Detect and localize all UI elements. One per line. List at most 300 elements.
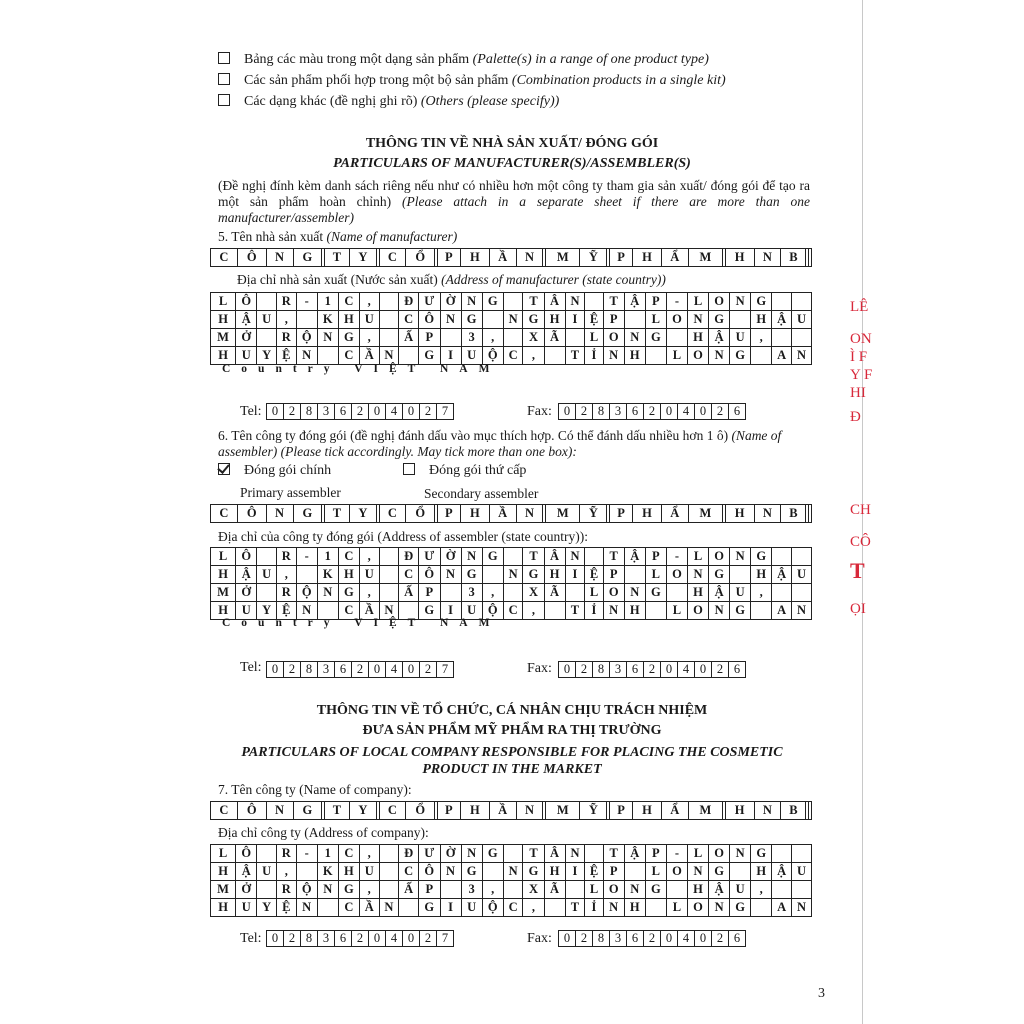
address-cell: N	[379, 347, 399, 365]
name-cell: H	[460, 802, 489, 820]
address-cell: 1	[317, 548, 338, 566]
q6-label: 6. Tên công ty đóng gói (đề nghị đánh dấu vào mục thích hợp. Có thể đánh dấu nhiều hơn 1 ô) (Name of assembler) (Please tick accordingly. May tick more than one box):	[218, 428, 782, 459]
address-cell: Ộ	[296, 329, 317, 347]
address-cell	[730, 311, 751, 329]
fax-digit-cell: 0	[559, 662, 576, 678]
address-cell: P	[603, 311, 624, 329]
address-cell	[399, 347, 419, 365]
manufacturer-address-label: Địa chỉ nhà sản xuất (Nước sản xuất) (Address of manufacturer (state country))	[237, 272, 666, 287]
fax-label: Fax:	[527, 404, 552, 419]
address-cell: I	[565, 566, 585, 584]
address-cell	[317, 899, 338, 917]
address-cell: Ã	[544, 329, 565, 347]
address-cell: ,	[359, 293, 379, 311]
address-cell: C	[399, 566, 419, 584]
address-cell: P	[645, 293, 666, 311]
address-cell: U	[791, 311, 811, 329]
name-cell: T	[324, 802, 349, 820]
address-cell: Ở	[236, 584, 257, 602]
address-cell	[503, 329, 523, 347]
tel-digit-cell: 8	[301, 662, 318, 678]
address-cell: Ệ	[585, 566, 603, 584]
address-cell: N	[730, 548, 751, 566]
address-cell: N	[461, 293, 482, 311]
name-cell: Ỹ	[580, 802, 607, 820]
fax-digit-cell: 3	[610, 404, 627, 420]
address-cell: C	[338, 845, 359, 863]
address-cell: N	[603, 347, 624, 365]
address-cell: ,	[482, 881, 503, 899]
stamp-glyph: Ì F	[850, 349, 868, 365]
address-cell: Ầ	[359, 899, 379, 917]
address-cell: Ậ	[624, 845, 645, 863]
address-cell	[482, 863, 503, 881]
name-cell: G	[293, 249, 322, 267]
name-cell: Ẩ	[661, 505, 688, 523]
address-cell: U	[791, 863, 811, 881]
tel-digit-cell: 0	[403, 662, 420, 678]
address-cell: N	[709, 347, 730, 365]
address-cell	[544, 602, 565, 620]
name-cell: Ô	[237, 249, 266, 267]
stamp-glyph: HI	[850, 385, 866, 401]
tel-digit-cell: 6	[335, 662, 352, 678]
assembler-address-grid	[210, 547, 812, 620]
address-cell: L	[687, 293, 708, 311]
fax-digit-cell: 8	[593, 404, 610, 420]
address-cell: U	[730, 881, 751, 899]
fax-digit-cell: 3	[610, 662, 627, 678]
address-cell: G	[419, 347, 441, 365]
address-cell: L	[585, 329, 603, 347]
address-cell: ,	[523, 899, 544, 917]
address-cell: N	[379, 602, 399, 620]
assembler-name-grid	[210, 504, 812, 523]
address-cell: ,	[482, 584, 503, 602]
address-cell: G	[645, 881, 666, 899]
address-cell: -	[666, 293, 687, 311]
address-cell: R	[276, 584, 296, 602]
address-cell: ,	[482, 329, 503, 347]
address-cell: -	[666, 845, 687, 863]
tel-digit-cell: 0	[369, 662, 386, 678]
address-cell: T	[603, 293, 624, 311]
address-cell: U	[730, 329, 751, 347]
address-cell: U	[461, 347, 482, 365]
checkbox-others[interactable]: Các dạng khác (đề nghị ghi rõ) (Others (please specify))	[218, 94, 559, 110]
secondary-assembler-en: Secondary assembler	[424, 486, 539, 501]
name-cell: C	[379, 249, 406, 267]
address-cell: N	[440, 566, 461, 584]
address-cell: Ỉ	[585, 602, 603, 620]
stamp-glyph: CÔ	[850, 534, 871, 550]
tel-digit-cell: 0	[267, 662, 284, 678]
name-cell	[809, 505, 812, 523]
name-cell: T	[324, 249, 349, 267]
name-cell: Ầ	[489, 249, 516, 267]
address-cell	[565, 881, 585, 899]
fax-digit-cell: 0	[661, 404, 678, 420]
address-cell: C	[503, 602, 523, 620]
address-cell	[645, 347, 666, 365]
fax-digit-cell: 0	[695, 662, 712, 678]
address-cell: G	[751, 293, 772, 311]
fax-digit-cell: 8	[593, 662, 610, 678]
tel-digit-cell: 2	[352, 662, 369, 678]
tel-digit-cell: 0	[403, 931, 420, 947]
address-cell: C	[338, 548, 359, 566]
address-cell: U	[359, 566, 379, 584]
address-cell	[645, 602, 666, 620]
checkbox-box[interactable]	[218, 52, 230, 64]
fax-digit-cell: 2	[644, 404, 661, 420]
address-cell: M	[211, 329, 236, 347]
name-cell: Ổ	[406, 505, 435, 523]
address-cell: Ậ	[772, 863, 792, 881]
address-cell: N	[317, 329, 338, 347]
address-cell	[379, 329, 399, 347]
country-line: Country VIỆT NAM	[222, 617, 501, 629]
address-cell: Ấ	[399, 329, 419, 347]
address-cell: N	[440, 311, 461, 329]
name-cell: M	[546, 249, 580, 267]
name-cell: Ẩ	[661, 802, 688, 820]
address-cell	[440, 881, 461, 899]
address-cell: H	[338, 566, 359, 584]
address-cell: L	[585, 584, 603, 602]
assembler-tel-grid	[266, 661, 454, 678]
name-cell: C	[211, 802, 238, 820]
address-cell	[503, 584, 523, 602]
address-cell: G	[482, 293, 503, 311]
address-cell: Ư	[419, 548, 441, 566]
address-cell: Ở	[236, 881, 257, 899]
address-cell: N	[440, 863, 461, 881]
name-cell: H	[725, 249, 754, 267]
address-cell: O	[603, 329, 624, 347]
tel-digit-cell: 2	[284, 662, 301, 678]
address-cell: Ỉ	[585, 899, 603, 917]
address-cell	[666, 881, 687, 899]
tel-digit-cell: 7	[437, 931, 454, 947]
section-title-manufacturer: THÔNG TIN VỀ NHÀ SẢN XUẤT/ ĐÓNG GÓI	[365, 136, 659, 151]
address-cell: L	[585, 881, 603, 899]
address-cell	[379, 863, 399, 881]
address-cell: T	[565, 602, 585, 620]
tel-digit-cell: 7	[437, 404, 454, 420]
name-cell	[809, 802, 812, 820]
fax-digit-cell: 4	[678, 662, 695, 678]
address-cell: G	[419, 602, 441, 620]
stamp-glyph: ON	[850, 331, 872, 347]
address-cell: M	[211, 584, 236, 602]
address-cell	[399, 899, 419, 917]
address-cell: Đ	[399, 845, 419, 863]
address-cell: Â	[544, 293, 565, 311]
address-cell: N	[730, 293, 751, 311]
address-cell: G	[730, 602, 751, 620]
country-line: Country VIỆT NAM	[222, 363, 501, 375]
address-cell: X	[523, 881, 544, 899]
company-fax-grid	[558, 930, 746, 947]
address-cell: O	[666, 863, 687, 881]
address-cell: N	[296, 899, 317, 917]
fax-digit-cell: 2	[576, 931, 593, 947]
address-cell: ,	[276, 311, 296, 329]
address-cell: I	[440, 602, 461, 620]
address-cell: N	[709, 602, 730, 620]
name-cell: P	[609, 505, 632, 523]
address-cell	[379, 584, 399, 602]
address-cell: G	[709, 863, 730, 881]
name-cell: N	[754, 505, 781, 523]
assembler-address-label: Địa chỉ của công ty đóng gói (Address of assembler (state country)):	[218, 529, 589, 544]
address-cell: ,	[359, 329, 379, 347]
tel-digit-cell: 0	[267, 931, 284, 947]
checkbox-box[interactable]	[218, 73, 230, 85]
address-cell: L	[666, 347, 687, 365]
address-cell: N	[624, 881, 645, 899]
address-cell: H	[687, 584, 708, 602]
address-cell: G	[461, 311, 482, 329]
address-cell	[751, 899, 772, 917]
checkbox-secondary-assembler[interactable]: Đóng gói thứ cấp	[403, 463, 526, 479]
address-cell: A	[772, 602, 792, 620]
fax-digit-cell: 8	[593, 931, 610, 947]
address-cell: O	[666, 566, 687, 584]
address-cell: N	[687, 863, 708, 881]
address-cell	[257, 845, 277, 863]
tel-digit-cell: 6	[335, 404, 352, 420]
address-cell: T	[603, 845, 624, 863]
address-cell: Ậ	[624, 548, 645, 566]
address-row	[211, 845, 812, 863]
address-cell: X	[523, 329, 544, 347]
name-cell: N	[754, 249, 781, 267]
address-cell: U	[359, 311, 379, 329]
address-cell	[379, 311, 399, 329]
address-cell: ,	[359, 548, 379, 566]
name-cell: Y	[349, 505, 376, 523]
address-cell: H	[211, 899, 236, 917]
fax-digit-cell: 6	[729, 404, 746, 420]
checkbox-box[interactable]	[403, 463, 415, 475]
tel-digit-cell: 2	[284, 404, 301, 420]
address-cell	[257, 293, 277, 311]
address-cell: L	[645, 566, 666, 584]
address-cell: C	[338, 347, 359, 365]
address-cell: G	[709, 311, 730, 329]
address-cell: H	[751, 566, 772, 584]
address-cell: C	[503, 899, 523, 917]
address-cell: N	[379, 899, 399, 917]
name-cell: M	[688, 802, 722, 820]
fax-digit-cell: 6	[627, 404, 644, 420]
fax-digit-cell: 0	[661, 662, 678, 678]
address-cell	[503, 845, 523, 863]
address-cell: I	[440, 899, 461, 917]
address-cell: U	[257, 566, 277, 584]
address-cell	[503, 881, 523, 899]
address-cell	[772, 329, 792, 347]
stamp-glyph: LÊ	[850, 299, 869, 315]
address-cell: G	[645, 329, 666, 347]
name-cell: C	[379, 802, 406, 820]
address-cell: Đ	[399, 293, 419, 311]
address-cell: U	[257, 311, 277, 329]
name-cell: M	[688, 505, 722, 523]
address-cell	[666, 329, 687, 347]
address-cell: L	[645, 311, 666, 329]
name-cell: N	[516, 802, 543, 820]
name-cell: P	[609, 802, 632, 820]
tel-digit-cell: 2	[284, 931, 301, 947]
address-cell: N	[624, 329, 645, 347]
name-cell: M	[546, 802, 580, 820]
address-cell: U	[461, 602, 482, 620]
address-cell: H	[624, 899, 645, 917]
fax-digit-cell: 0	[695, 404, 712, 420]
address-cell	[791, 329, 811, 347]
name-cell: P	[437, 802, 460, 820]
name-cell: H	[633, 802, 662, 820]
address-cell: N	[791, 347, 811, 365]
name-cell: G	[293, 802, 322, 820]
tel-digit-cell: 7	[437, 662, 454, 678]
address-cell: G	[645, 584, 666, 602]
manufacturer-fax-grid	[558, 403, 746, 420]
address-cell: Ờ	[440, 845, 461, 863]
address-cell: P	[645, 548, 666, 566]
primary-assembler-en: Primary assembler	[240, 485, 341, 500]
fax-digit-cell: 2	[644, 931, 661, 947]
address-cell: O	[709, 293, 730, 311]
address-cell: L	[645, 863, 666, 881]
name-cell: N	[516, 505, 543, 523]
name-cell: N	[266, 802, 293, 820]
address-cell: ,	[751, 881, 772, 899]
address-cell: Ờ	[440, 548, 461, 566]
fax-digit-cell: 2	[712, 662, 729, 678]
address-cell: ,	[359, 845, 379, 863]
address-cell: L	[666, 602, 687, 620]
address-row	[211, 347, 812, 365]
address-cell: G	[751, 548, 772, 566]
fax-digit-cell: 0	[559, 931, 576, 947]
stamp-glyph: Y F	[850, 367, 873, 383]
address-cell	[565, 584, 585, 602]
address-cell	[791, 881, 811, 899]
address-cell: K	[317, 566, 338, 584]
address-cell: G	[461, 566, 482, 584]
address-cell: G	[461, 863, 482, 881]
section-title-local-company: THÔNG TIN VỀ TỔ CHỨC, CÁ NHÂN CHỊU TRÁCH NHIỆM	[316, 703, 708, 718]
address-cell: Ã	[544, 881, 565, 899]
name-cell: B	[781, 249, 806, 267]
address-cell: G	[709, 566, 730, 584]
address-cell: H	[338, 863, 359, 881]
tel-label: Tel:	[240, 931, 262, 946]
stamp-glyph: Đ	[850, 409, 861, 425]
name-cell: Ầ	[489, 505, 516, 523]
address-cell: R	[276, 845, 296, 863]
tel-label: Tel:	[240, 404, 262, 419]
checkbox-palette[interactable]: Bảng các màu trong một dạng sản phẩm (Palette(s) in a range of one product type)	[218, 52, 709, 68]
address-cell: G	[523, 566, 544, 584]
address-cell	[257, 329, 277, 347]
address-cell: N	[624, 584, 645, 602]
address-cell: N	[296, 602, 317, 620]
address-cell: Ệ	[585, 311, 603, 329]
address-cell: Â	[544, 845, 565, 863]
address-cell	[379, 845, 399, 863]
tel-digit-cell: 4	[386, 662, 403, 678]
address-cell: K	[317, 863, 338, 881]
fax-digit-cell: 6	[627, 931, 644, 947]
address-cell: Y	[257, 602, 277, 620]
address-cell	[585, 293, 603, 311]
address-cell	[379, 881, 399, 899]
fax-digit-cell: 4	[678, 931, 695, 947]
address-cell	[791, 845, 811, 863]
address-cell	[257, 881, 277, 899]
address-cell: H	[687, 881, 708, 899]
address-cell: P	[603, 863, 624, 881]
address-cell: Ầ	[359, 347, 379, 365]
address-cell: G	[482, 845, 503, 863]
address-cell: H	[751, 863, 772, 881]
checkbox-checked-icon[interactable]	[218, 463, 230, 475]
address-cell: -	[296, 548, 317, 566]
name-cell: B	[781, 505, 806, 523]
address-cell: Ộ	[296, 881, 317, 899]
address-cell	[772, 293, 792, 311]
address-cell: Ộ	[482, 899, 503, 917]
fax-digit-cell: 2	[576, 404, 593, 420]
address-cell: L	[211, 548, 236, 566]
address-cell: C	[399, 863, 419, 881]
checkbox-primary-assembler[interactable]: Đóng gói chính	[218, 463, 331, 479]
address-cell: 1	[317, 293, 338, 311]
address-cell: T	[523, 845, 544, 863]
address-cell: H	[624, 347, 645, 365]
tel-digit-cell: 6	[335, 931, 352, 947]
address-cell: G	[338, 584, 359, 602]
address-cell: T	[565, 347, 585, 365]
address-cell: R	[276, 548, 296, 566]
checkbox-combination[interactable]: Các sản phẩm phối hợp trong một bộ sản phẩm (Combination products in a single kit)	[218, 73, 726, 89]
address-cell: A	[772, 899, 792, 917]
checkbox-box[interactable]	[218, 94, 230, 106]
address-cell: Ậ	[709, 329, 730, 347]
address-cell: Ệ	[276, 347, 296, 365]
name-cell: H	[460, 249, 489, 267]
address-cell: P	[419, 329, 441, 347]
address-cell	[624, 566, 645, 584]
name-cell: H	[460, 505, 489, 523]
address-cell: O	[709, 548, 730, 566]
address-cell: U	[257, 863, 277, 881]
address-cell: G	[730, 347, 751, 365]
address-cell	[379, 548, 399, 566]
address-cell	[730, 566, 751, 584]
address-cell: H	[687, 329, 708, 347]
company-address-label: Địa chỉ công ty (Address of company):	[218, 825, 429, 840]
address-cell	[772, 881, 792, 899]
manufacturer-note: (Đề nghị đính kèm danh sách riêng nếu như có nhiều hơn một công ty tham gia sản xuất/ đóng gói để tạo ra một sản phẩm hoàn chỉnh) (Please attach in a separate sheet if there are more than one manufacturer/assembler)	[218, 178, 810, 225]
address-cell: P	[603, 566, 624, 584]
name-cell	[809, 249, 812, 267]
